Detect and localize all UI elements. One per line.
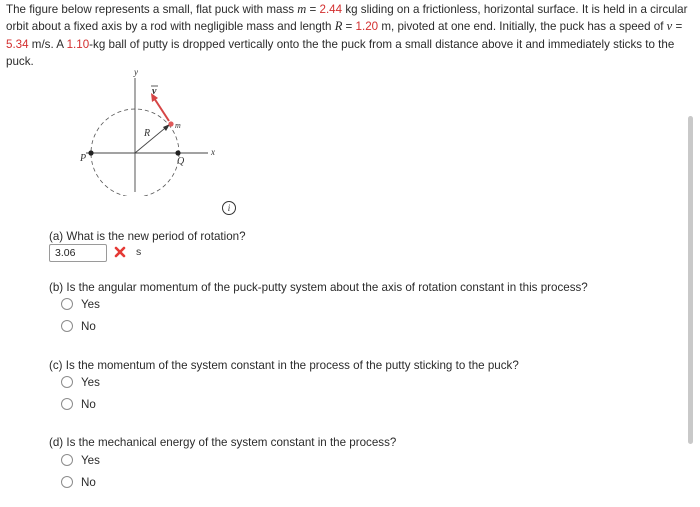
option-b-yes[interactable] (61, 296, 100, 312)
question-b: (b) Is the angular momentum of the puck-putty system about the axis of rotation constant in this process? (49, 281, 588, 294)
point-p-label: P (80, 153, 87, 164)
option-label: No (81, 475, 96, 489)
incorrect-x-icon (113, 245, 127, 259)
answer-a-unit: s (136, 246, 142, 258)
radio-c-no[interactable] (61, 398, 73, 410)
length-variable: R (334, 19, 343, 34)
speed-variable: v (666, 19, 673, 34)
radio-d-yes[interactable] (61, 454, 73, 466)
point-p (88, 150, 93, 155)
option-d-yes[interactable] (61, 452, 100, 468)
speed-value: 5.34 (6, 37, 29, 51)
radio-c-yes[interactable] (61, 376, 73, 388)
mass-value: 2.44 (319, 3, 343, 16)
velocity-arrow (154, 98, 169, 121)
option-label: Yes (81, 297, 100, 311)
point-q (175, 150, 180, 155)
orbit-figure (66, 66, 226, 196)
putty-mass-value: 1.10 (66, 37, 90, 51)
option-c-no[interactable] (61, 396, 96, 412)
answer-a-input[interactable]: 3.06 (49, 244, 107, 262)
option-b-no[interactable] (61, 318, 96, 334)
problem-statement: The figure below represents a small, flat puck with mass m = 2.44 kg sliding on a frictionless, horizontal surface. It is held in a circular orbit about a fixed axis by a rod with negligible mass and length R = 1.20 m, pivoted at one end. Initially, the puck has a speed of v = 5.34 m/s. A 1.10-kg ball of putty is dropped vertically onto the the puck from a small distance above it and immediately sticks to the puck. (6, 2, 688, 69)
puck (168, 121, 173, 126)
question-d: (d) Is the mechanical energy of the system constant in the process? (49, 436, 397, 449)
option-d-no[interactable] (61, 474, 96, 490)
mass-label: m (175, 121, 181, 130)
option-label: No (81, 397, 96, 411)
x-axis-label: x (211, 147, 215, 157)
question-a: (a) What is the new period of rotation? (49, 230, 246, 243)
length-value: 1.20 (355, 20, 379, 34)
point-q-label: Q (177, 156, 185, 167)
question-c: (c) Is the momentum of the system constant in the process of the putty sticking to the puck? (49, 359, 519, 372)
option-c-yes[interactable] (61, 374, 100, 390)
radio-b-yes[interactable] (61, 298, 73, 310)
option-label: Yes (81, 375, 100, 389)
mass-variable: m (297, 2, 307, 16)
scrollbar[interactable] (688, 116, 693, 444)
rod-label: R (144, 128, 151, 139)
option-label: Yes (81, 453, 100, 467)
info-icon[interactable]: i (222, 201, 236, 215)
velocity-label: v (152, 86, 157, 97)
y-axis-label: y (134, 67, 138, 77)
radio-b-no[interactable] (61, 320, 73, 332)
radio-d-no[interactable] (61, 476, 73, 488)
option-label: No (81, 319, 96, 333)
